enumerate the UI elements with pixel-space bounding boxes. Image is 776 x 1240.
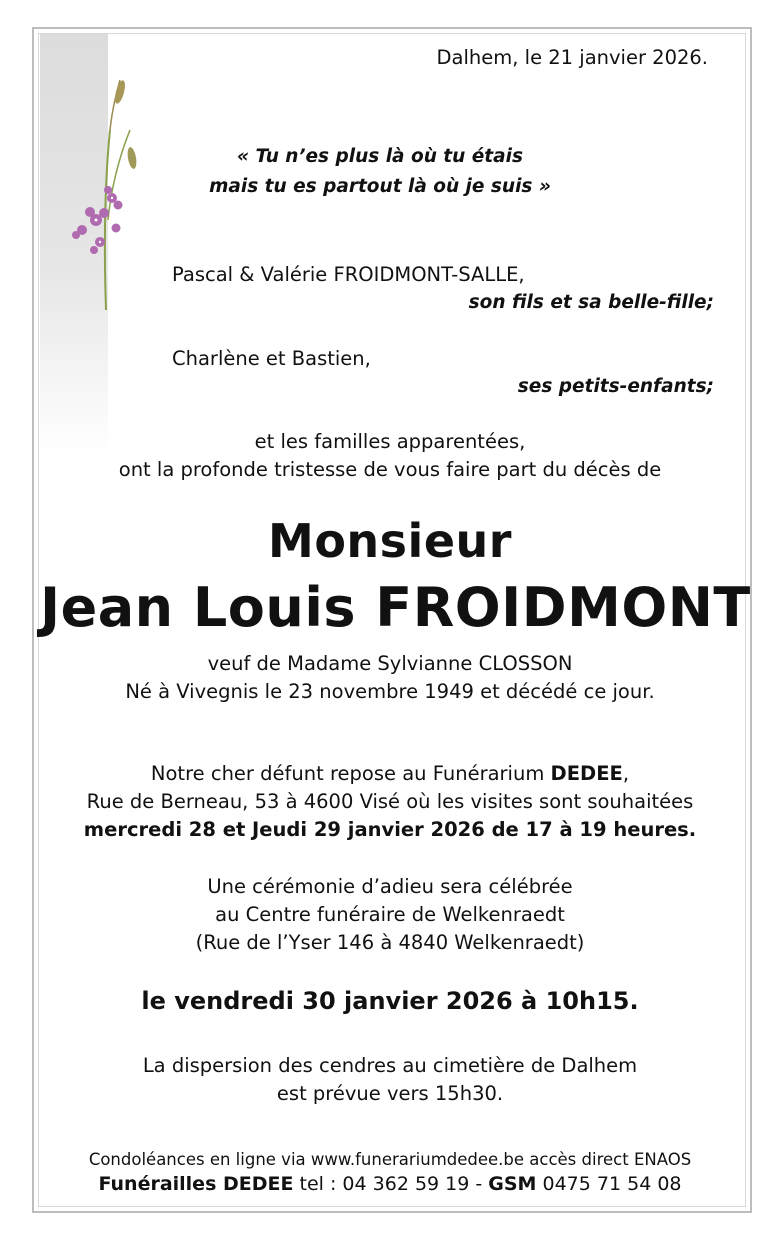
- birth-death-line: Né à Vivegnis le 23 novembre 1949 et décédé ce jour.: [125, 680, 655, 703]
- funeral-home-name: DEDEE: [550, 762, 623, 785]
- condolences-line: Condoléances en ligne via www.funerariumdedee.be accès direct ENAOS: [88, 1150, 692, 1169]
- quote-line-2: mais tu es partout là où je suis »: [209, 176, 551, 197]
- visitation-address: Rue de Berneau, 53 à 4600 Visé où les visites sont souhaitées: [86, 790, 694, 813]
- ceremony-line-3: (Rue de l’Yser 146 à 4840 Welkenraedt): [195, 931, 585, 954]
- contact-line: Funérailles DEDEE tel : 04 362 59 19 - GSM 0475 71 54 08: [98, 1173, 682, 1195]
- son-names: Pascal & Valérie FROIDMONT-SALLE,: [172, 263, 525, 286]
- company-name: Funérailles DEDEE: [98, 1173, 294, 1195]
- relatives-line-1: et les familles apparentées,: [254, 430, 526, 453]
- deceased-name: Jean Louis FROIDMONT: [40, 576, 751, 639]
- grandchildren-names: Charlène et Bastien,: [172, 347, 371, 370]
- visitation-schedule: mercredi 28 et Jeudi 29 janvier 2026 de 17 à 19 heures.: [83, 818, 697, 841]
- deceased-title: Monsieur: [268, 514, 512, 568]
- dispersion-line-2: est prévue vers 15h30.: [276, 1082, 504, 1105]
- date-line: Dalhem, le 21 janvier 2026.: [436, 46, 708, 69]
- spouse-line: veuf de Madame Sylvianne CLOSSON: [207, 652, 573, 675]
- ceremony-line-2: au Centre funéraire de Welkenraedt: [215, 903, 565, 926]
- son-role: son fils et sa belle-fille;: [468, 292, 714, 313]
- ceremony-line-1: Une cérémonie d’adieu sera célébrée: [207, 875, 573, 898]
- visitation-intro: Notre cher défunt repose au Funérarium DEDEE,: [150, 762, 630, 785]
- grandchildren-role: ses petits-enfants;: [517, 376, 714, 397]
- gsm-label: GSM: [488, 1173, 537, 1195]
- quote-line-1: « Tu n’es plus là où tu étais: [237, 146, 523, 167]
- relatives-line-2: ont la profonde tristesse de vous faire part du décès de: [118, 458, 662, 481]
- ceremony-datetime: le vendredi 30 janvier 2026 à 10h15.: [141, 987, 639, 1015]
- dispersion-line-1: La dispersion des cendres au cimetière de Dalhem: [142, 1054, 638, 1077]
